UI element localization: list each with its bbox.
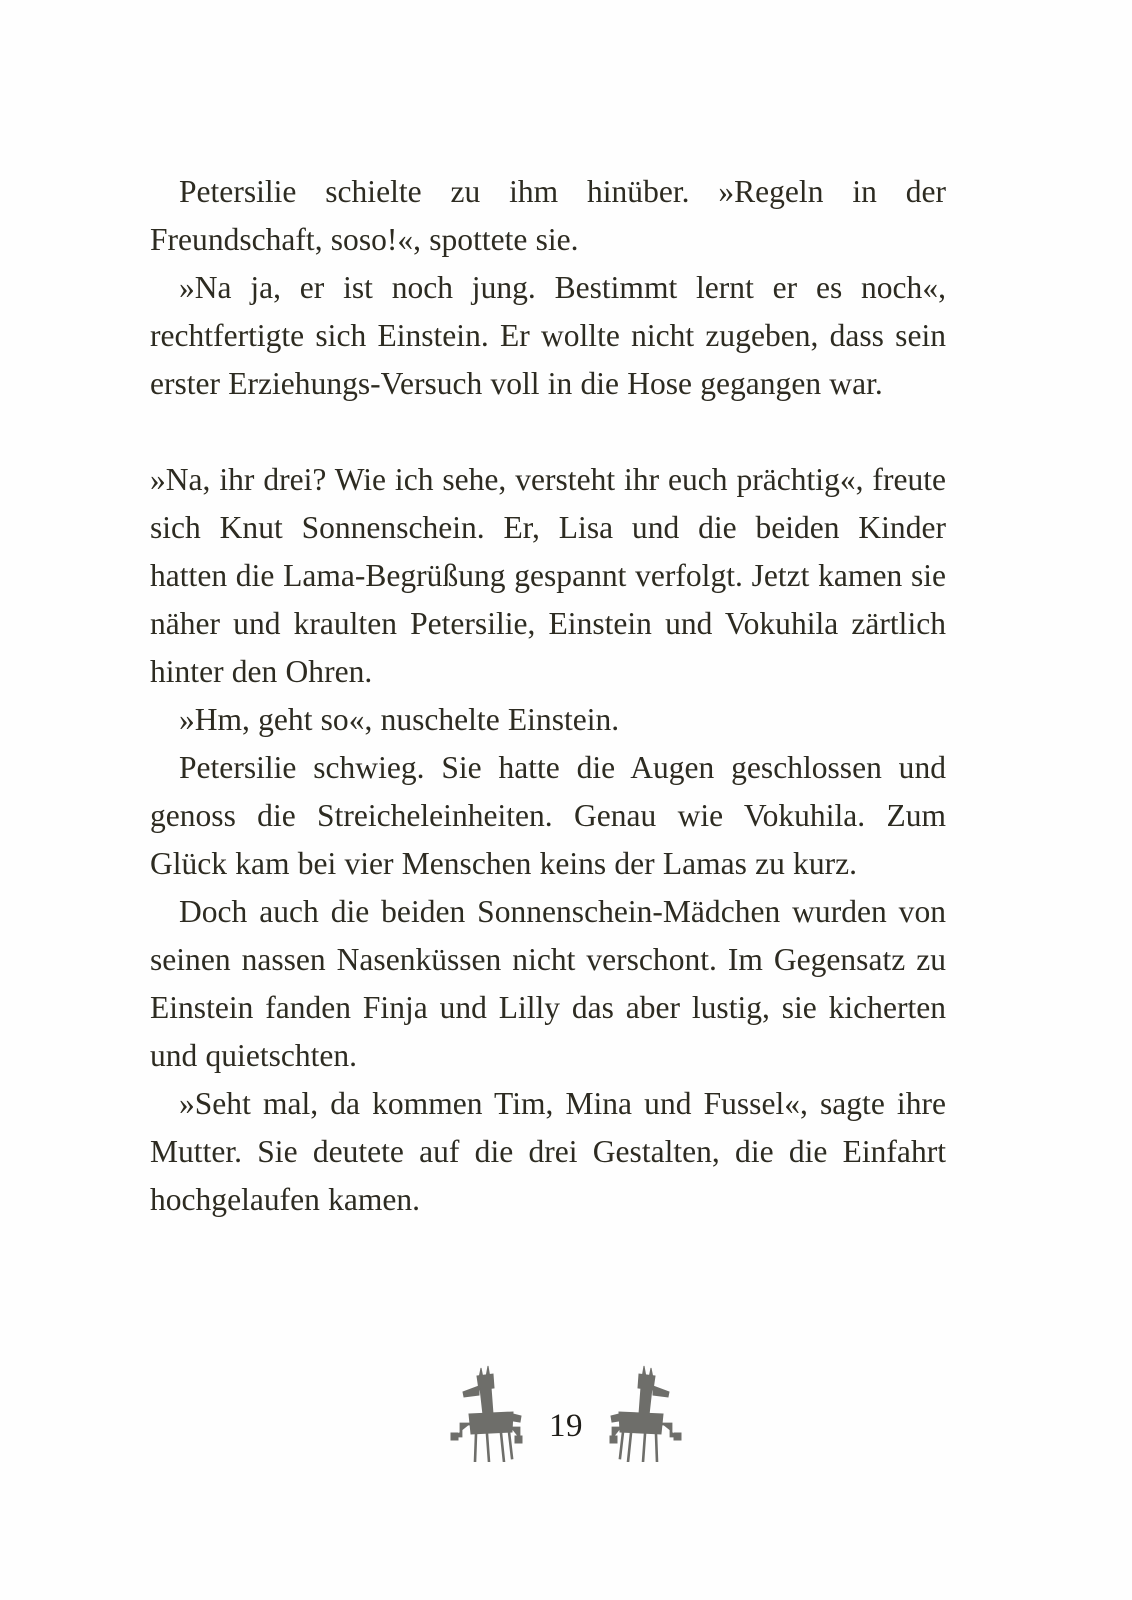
paragraph: Doch auch die beiden Sonnenschein-Mädchen wurden von seinen nassen Nasenküssen nicht verschont. Im Gegensatz zu Einstein fanden Finja und Lilly das aber lustig, sie kicherten und quietschten. xyxy=(150,894,946,1073)
llama-icon xyxy=(449,1362,527,1462)
paragraph: »Na, ihr drei? Wie ich sehe, versteht ihr euch prächtig«, freute sich Knut Sonnenschein. Er, Lisa und die beiden Kinder hatten die Lama-Begrüßung gespannt verfolgt. Jetzt kamen sie näher und kraulten Petersilie, Einstein und Vokuhila zärtlich hinter den Ohren. xyxy=(150,462,946,689)
page-number: 19 xyxy=(549,1407,583,1444)
page-text-block xyxy=(150,168,946,1224)
paragraph: »Seht mal, da kommen Tim, Mina und Fussel«, sagte ihre Mutter. Sie deutete auf die drei Gestalten, die die Einfahrt hochgelaufen kamen. xyxy=(150,1086,946,1217)
paragraph: »Hm, geht so«, nuschelte Einstein. xyxy=(179,702,620,737)
paragraph: Petersilie schwieg. Sie hatte die Augen geschlossen und genoss die Streicheleinheiten. Genau wie Vokuhila. Zum Glück kam bei vier Menschen keins der Lamas zu kurz. xyxy=(150,750,946,881)
paragraph-block-separator xyxy=(150,408,946,456)
paragraph: Petersilie schielte zu ihm hinüber. »Regeln in der Freundschaft, soso!«, spottete sie. xyxy=(150,174,946,257)
page-footer xyxy=(0,1352,1132,1472)
text-block-1 xyxy=(150,168,946,408)
llama-icon xyxy=(605,1362,683,1462)
paragraph: »Na ja, er ist noch jung. Bestimmt lernt er es noch«, rechtfertigte sich Einstein. Er wollte nicht zugeben, dass sein erster Erziehungs-Versuch voll in die Hose gegangen war. xyxy=(150,270,946,401)
text-block-2 xyxy=(150,456,946,1224)
